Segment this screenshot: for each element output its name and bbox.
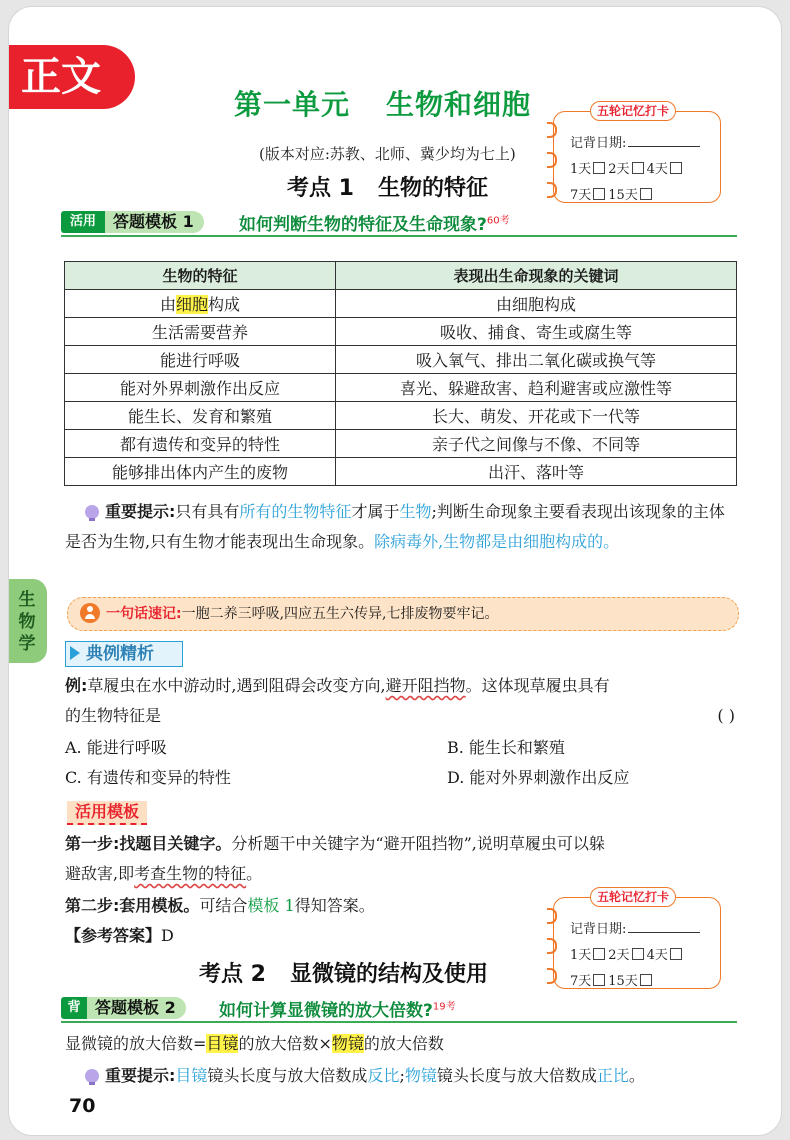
option-b: B. 能生长和繁殖	[447, 738, 565, 757]
option-c: C. 有遗传和变异的特性	[65, 768, 231, 787]
checkbox[interactable]	[670, 162, 682, 174]
header-cell: 表现出生命现象的关键词	[336, 262, 737, 290]
checkin-card-title: 五轮记忆打卡	[590, 101, 676, 121]
divider	[61, 235, 737, 237]
checkbox[interactable]	[670, 948, 682, 960]
feature-cell: 生活需要营养	[65, 318, 336, 346]
tip-text: 才属于	[351, 502, 400, 521]
tip-emphasis: 正比	[596, 1066, 629, 1085]
checkin-card-2	[553, 890, 721, 989]
subject-label: 生物学	[18, 590, 36, 654]
template-badge: 背	[61, 997, 87, 1019]
lightbulb-icon	[85, 1069, 99, 1083]
table-row	[65, 374, 737, 402]
kp1-title	[287, 171, 488, 202]
tip-text: ;判断生命现象主要看表现出该现象的主体是否为生物,只有生物才能表现出生命现象。	[65, 502, 725, 551]
apply-template-header: 活用模板	[67, 801, 147, 825]
tip-emphasis: 除病毒外,生物都是由细胞构成的。	[374, 532, 620, 551]
feature-cell: 能对外界刺激作出反应	[65, 374, 336, 402]
table-row	[65, 402, 737, 430]
table-row	[65, 318, 737, 346]
unit-number: 第一单元	[234, 88, 351, 121]
table-header	[65, 262, 737, 290]
option-a: A. 能进行呼吸	[65, 738, 167, 757]
option-d: D. 能对外界刺激作出反应	[447, 768, 630, 787]
divider	[61, 1021, 737, 1023]
keyword-cell: 亲子代之间像与不像、不同等	[336, 430, 737, 458]
unit-name: 生物和细胞	[386, 88, 532, 121]
date-label: 记背日期:	[570, 922, 627, 937]
template-question	[219, 996, 456, 1021]
checkbox[interactable]	[640, 974, 652, 986]
keyword-cell: 出汗、落叶等	[336, 458, 737, 486]
kp2-tip	[85, 1061, 645, 1091]
template-ref: 模板 1	[247, 896, 295, 915]
step-key-phrase: 考查生物的特征	[134, 864, 247, 883]
step-one	[65, 829, 739, 889]
page-tag: 正文	[8, 45, 135, 109]
checkin-date-row	[570, 918, 700, 937]
exam-count: 19考	[432, 1001, 456, 1013]
step-text: 避敌害,即	[65, 864, 135, 883]
checkin-card-1	[553, 104, 721, 203]
day-label: 1天	[570, 948, 592, 963]
kp2-template-bar	[61, 995, 737, 1021]
question-label: 例:	[65, 676, 88, 695]
tip-text: ;	[399, 1066, 405, 1085]
keyword-cell: 喜光、躲避敌害、趋利避害或应激性等	[336, 374, 737, 402]
feature-cell: 能进行呼吸	[65, 346, 336, 374]
table-row	[65, 290, 737, 318]
tip-text: 镜头长度与放大倍数成	[207, 1066, 368, 1085]
question-text: 如何判断生物的特征及生命现象?	[239, 215, 487, 235]
day-label: 15天	[608, 188, 638, 203]
reference-answer	[65, 921, 174, 951]
checkin-days-row-1	[570, 944, 685, 963]
formula-text: 的放大倍数×	[238, 1034, 332, 1053]
highlight-text: 物镜	[331, 1034, 364, 1053]
features-table	[64, 261, 737, 486]
day-label: 2天	[608, 162, 630, 177]
keyword-cell: 由细胞构成	[336, 290, 737, 318]
formula-text: 显微镜的放大倍数=	[65, 1034, 207, 1053]
example-section-header	[65, 641, 183, 667]
keyword-cell: 吸入氧气、排出二氧化碳或换气等	[336, 346, 737, 374]
page	[8, 6, 782, 1136]
tip-emphasis: 生物	[399, 502, 432, 521]
unit-title	[234, 83, 531, 123]
header-cell: 生物的特征	[65, 262, 336, 290]
feature-cell	[65, 290, 336, 318]
formula-text: 的放大倍数	[363, 1034, 444, 1053]
template-label: 答题模板 1	[105, 211, 204, 233]
cell-text: 构成	[208, 295, 241, 314]
checkbox[interactable]	[632, 162, 644, 174]
tip-text: 。	[628, 1066, 645, 1085]
magnification-formula	[65, 1029, 444, 1059]
highlight-text: 目镜	[206, 1034, 239, 1053]
checkbox[interactable]	[593, 974, 605, 986]
keyword-cell: 长大、萌发、开花或下一代等	[336, 402, 737, 430]
step-text: 得知答案。	[294, 896, 375, 915]
example-question	[65, 671, 739, 731]
keyword-cell: 吸收、捕食、寄生或腐生等	[336, 318, 737, 346]
question-text: 的生物特征是	[65, 706, 162, 725]
lightbulb-icon	[85, 505, 99, 519]
date-blank[interactable]	[628, 932, 700, 933]
day-label: 7天	[570, 188, 592, 203]
checkin-days-row-2	[570, 970, 655, 989]
memo-box	[67, 597, 739, 631]
step-text: 。	[246, 864, 263, 883]
tip-label: 重要提示:	[105, 1066, 176, 1085]
kp2-name: 显微镜的结构及使用	[289, 962, 488, 987]
date-label: 记背日期:	[570, 136, 627, 151]
feature-cell: 能生长、发育和繁殖	[65, 402, 336, 430]
tip-emphasis: 目镜	[175, 1066, 208, 1085]
memo-text: 一胞二养三呼吸,四应五生六传异,七排废物要牢记。	[181, 606, 499, 622]
kp2-title	[199, 957, 488, 988]
step-label: 第一步:找题目关键字。	[65, 834, 232, 853]
kp1-tip	[65, 497, 739, 557]
question-text: 如何计算显微镜的放大倍数?	[219, 1001, 433, 1021]
checkin-days-row-1	[570, 158, 685, 177]
day-label: 4天	[646, 948, 668, 963]
kp2-number: 考点 2	[199, 962, 266, 987]
checkin-card-title: 五轮记忆打卡	[590, 887, 676, 907]
answer-label: 【参考答案】	[65, 926, 162, 945]
checkbox[interactable]	[593, 162, 605, 174]
page-number: 70	[69, 1095, 96, 1117]
question-text: 草履虫在水中游动时,遇到阻碍会改变方向,	[87, 676, 386, 695]
exam-count: 60考	[486, 215, 510, 227]
question-text: 。这体现草履虫具有	[465, 676, 610, 695]
binder-rings	[547, 908, 557, 998]
section-title: 典例精析	[86, 644, 154, 664]
table-row	[65, 458, 737, 486]
checkbox[interactable]	[632, 948, 644, 960]
highlight-text: 细胞	[175, 295, 208, 314]
subject-side-tab	[8, 579, 47, 663]
template-label: 答题模板 2	[87, 997, 186, 1019]
kp1-number: 考点 1	[287, 176, 354, 201]
template-question	[239, 210, 510, 235]
kp1-name: 生物的特征	[377, 176, 488, 201]
checkin-days-row-2	[570, 184, 655, 203]
question-key-phrase: 避开阻挡物	[385, 676, 466, 695]
date-blank[interactable]	[628, 146, 700, 147]
play-arrow-icon	[70, 646, 80, 660]
feature-cell: 都有遗传和变异的特性	[65, 430, 336, 458]
day-label: 1天	[570, 162, 592, 177]
checkbox[interactable]	[640, 188, 652, 200]
step-two	[65, 891, 375, 921]
tip-emphasis: 所有的生物特征	[239, 502, 352, 521]
tip-label: 重要提示:	[105, 502, 176, 521]
day-label: 2天	[608, 948, 630, 963]
kp1-template-bar	[61, 209, 737, 235]
day-label: 15天	[608, 974, 638, 989]
step-text: 分析题干中关键字为“避开阻挡物”,说明草履虫可以躲	[231, 834, 605, 853]
checkbox[interactable]	[593, 188, 605, 200]
cell-text: 由	[159, 295, 176, 314]
template-badge: 活用	[61, 211, 105, 233]
checkbox[interactable]	[593, 948, 605, 960]
answer-blank: ( )	[717, 706, 735, 725]
tip-text: 镜头长度与放大倍数成	[436, 1066, 597, 1085]
binder-rings	[547, 122, 557, 212]
day-label: 7天	[570, 974, 592, 989]
step-text: 可结合	[199, 896, 248, 915]
checkin-date-row	[570, 132, 700, 151]
tip-text: 只有具有	[175, 502, 240, 521]
table-row	[65, 346, 737, 374]
person-icon	[80, 603, 100, 623]
table-row	[65, 430, 737, 458]
tip-emphasis: 反比	[367, 1066, 400, 1085]
tip-emphasis: 物镜	[404, 1066, 437, 1085]
feature-cell: 能够排出体内产生的废物	[65, 458, 336, 486]
memo-label: 一句话速记:	[106, 606, 182, 622]
edition-note: (版本对应:苏教、北师、冀少均为七上)	[259, 145, 516, 163]
day-label: 4天	[646, 162, 668, 177]
step-label: 第二步:套用模板。	[65, 896, 200, 915]
answer-value: D	[161, 926, 174, 945]
